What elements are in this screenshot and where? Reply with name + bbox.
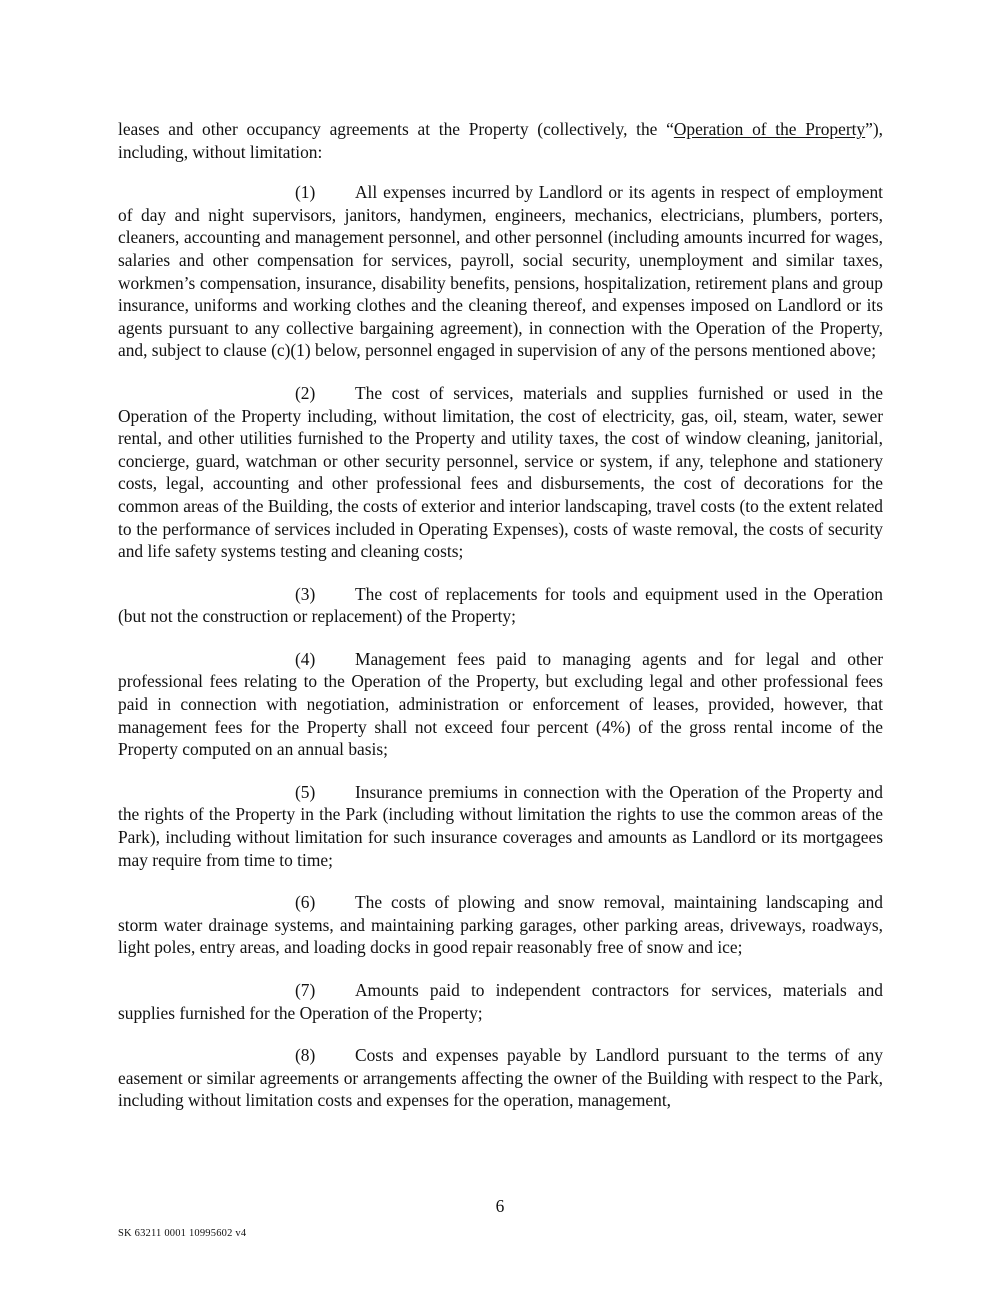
clause-text: Management fees paid to managing agents and for legal and other professional fees relating to the Operation of the Property, but excluding legal and other professional fees paid in connection with negotiation, administration or enforcement of leases, provided, however, that management fees for the Property shall not exceed four percent (4%) of the gross rental income of the Property computed on an annual basis; [118, 648, 883, 760]
clause-item-3 [118, 583, 883, 628]
clause-number: (8) [295, 1045, 316, 1066]
intro-paragraph [118, 118, 883, 163]
clause-item-7 [118, 979, 883, 1024]
clause-number: (4) [295, 648, 316, 669]
clause-text: The costs of plowing and snow removal, maintaining landscaping and storm water drainage systems, and maintaining parking garages, other parking areas, driveways, roadways, light poles, entry areas, and loading docks in good repair reasonably free of snow and ice; [118, 892, 883, 958]
clause-number: (6) [295, 892, 316, 913]
clause-item-2 [118, 382, 883, 563]
intro-text-after: ”), including, without limitation: [118, 119, 883, 162]
clause-item-6 [118, 891, 883, 959]
clause-text: Insurance premiums in connection with the Operation of the Property and the rights of the Property in the Park (including without limitation the rights to use the common areas of the Park), including without limitation for such insurance coverages and amounts as Landlord or its mortgagees may require from time to time; [118, 781, 883, 870]
clause-text: All expenses incurred by Landlord or its agents in respect of employment of day and night supervisors, janitors, handymen, engineers, mechanics, electricians, plumbers, porters, cleaners, accounting and management personnel, and other personnel (including amounts incurred for wages, salaries and other compensation for services, payroll, social security, unemployment and similar taxes, workmen’s compensation, insurance, disability benefits, pensions, hospitalization, retirement plans and group insurance, uniforms and working clothes and the cleaning thereof, and expenses imposed on Landlord or its agents pursuant to any collective bargaining agreement), in connection with the Operation of the Property, and, subject to clause (c)(1) below, personnel engaged in supervision of any of the persons mentioned above; [118, 182, 883, 361]
clause-text: Amounts paid to independent contractors for services, materials and supplies furnished for the Operation of the Property; [118, 980, 883, 1023]
clause-text: The cost of replacements for tools and equipment used in the Operation (but not the construction or replacement) of the Property; [118, 583, 883, 627]
clause-number: (2) [295, 382, 316, 403]
clause-text: Costs and expenses payable by Landlord pursuant to the terms of any easement or similar agreements or arrangements affecting the owner of the Building with respect to the Park, including without limitation costs and expenses for the operation, management, [118, 1045, 883, 1111]
clause-number: (1) [295, 182, 316, 203]
clause-number: (7) [295, 980, 316, 1000]
clause-item-4 [118, 648, 883, 761]
clause-item-5 [118, 781, 883, 871]
clause-item-8 [118, 1044, 883, 1112]
clause-number: (5) [295, 781, 316, 802]
page-number: 6 [495, 1196, 505, 1216]
clause-item-1 [118, 181, 883, 362]
defined-term-operation-of-the-property: Operation of the Property [673, 119, 866, 139]
document-id-footer: SK 63211 0001 10995602 v4 [118, 1228, 247, 1239]
intro-text-before: leases and other occupancy agreements at the Property (collectively, the “ [118, 119, 674, 139]
document-body [118, 118, 883, 1132]
clause-text: The cost of services, materials and supplies furnished or used in the Operation of the Property including, without limitation, the cost of electricity, gas, oil, steam, water, sewer rental, and other utilities furnished to the Property and utility taxes, the cost of window cleaning, janitorial, concierge, guard, watchman or other security personnel, service or system, if any, telephone and stationery costs, legal, accounting and other professional fees and disbursements, the cost of decorations for the common areas of the Building, the costs of exterior and interior landscaping, travel costs (to the extent related to the performance of services included in Operating Expenses), costs of waste removal, the costs of security and life safety systems testing and cleaning costs; [118, 382, 883, 562]
clause-number: (3) [295, 583, 316, 604]
